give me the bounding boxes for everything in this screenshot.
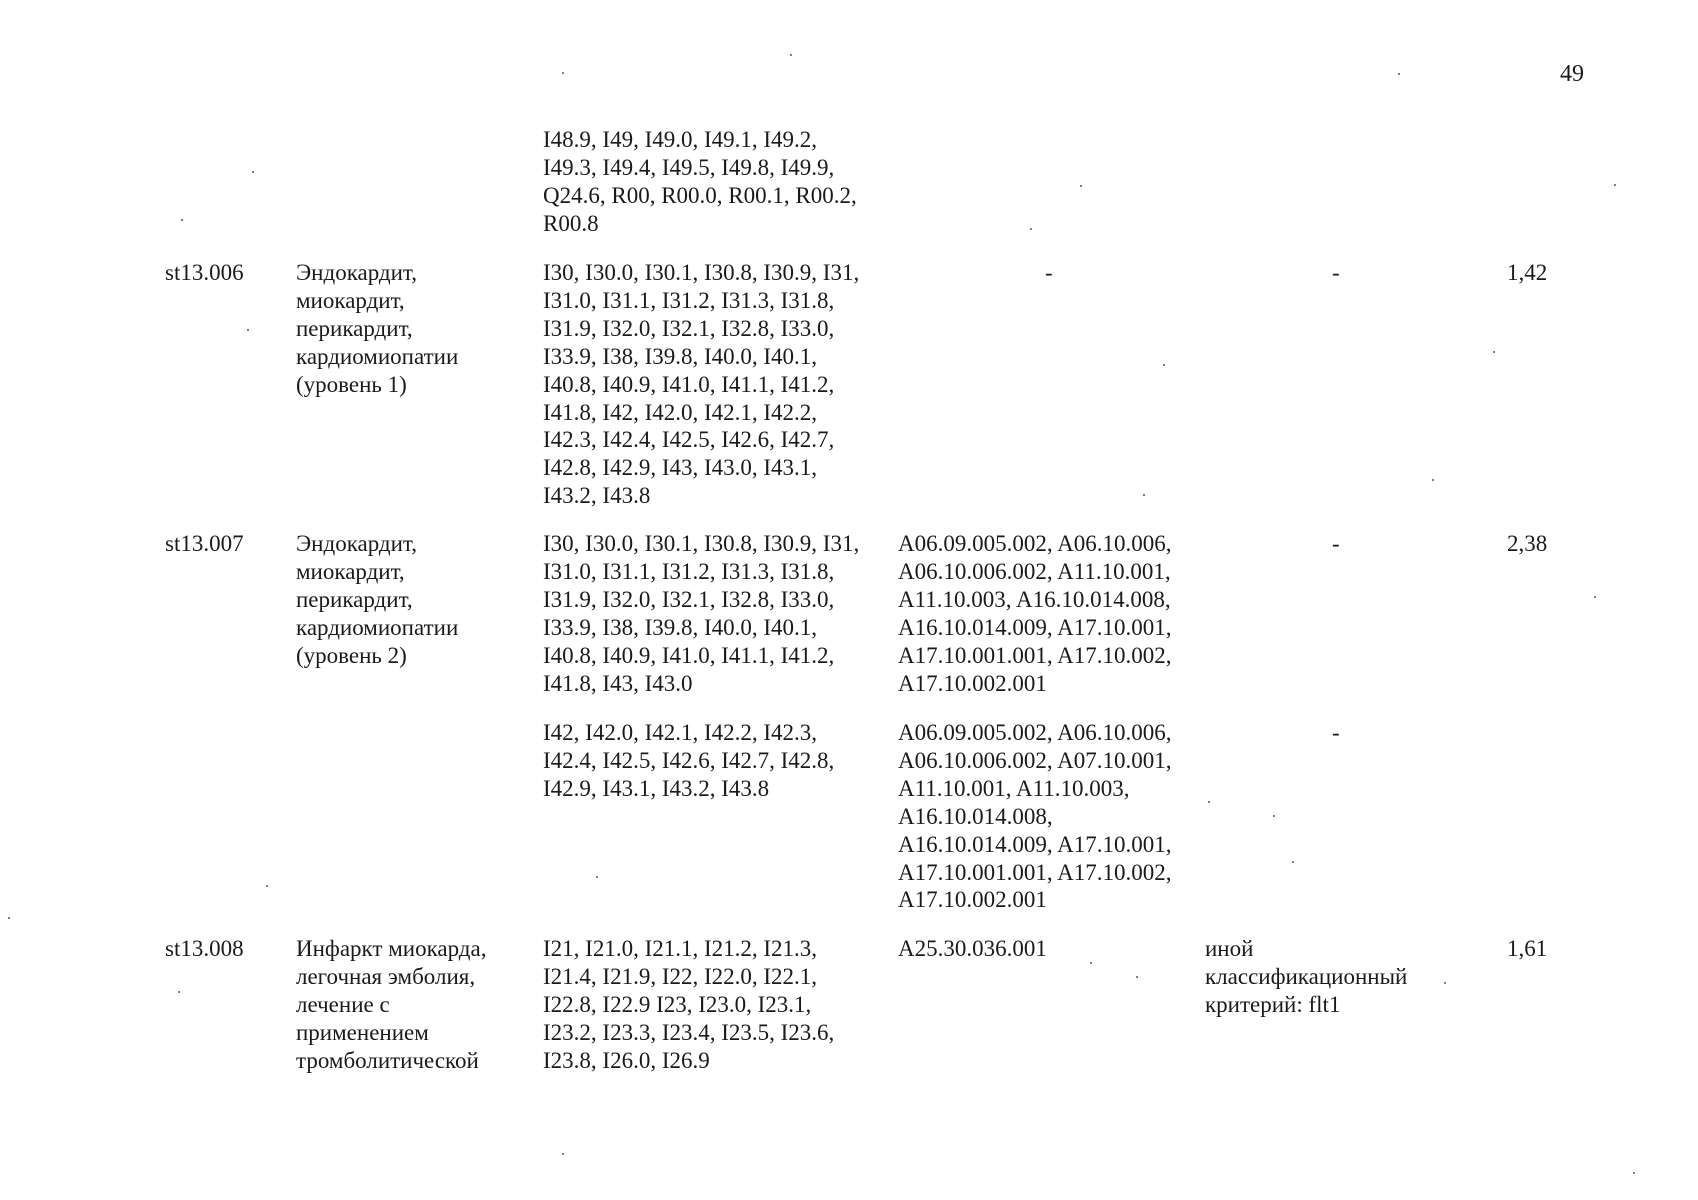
services-cell: A25.30.036.001 bbox=[898, 936, 1047, 961]
services-cell: A06.09.005.002, A06.10.006, A06.10.006.002, A11.10.001, A11.10.003, A16.10.014.008, A16.10.014.009, A17.10.001, A17.10.001.001, A17.10.002, A17.10.002.001 bbox=[898, 531, 1172, 696]
criteria-cell: - bbox=[1332, 720, 1340, 745]
coefficient-cell: 1,61 bbox=[1507, 936, 1548, 961]
name-cell: Эндокардит, миокардит, перикардит, кардиомиопатии (уровень 2) bbox=[296, 531, 459, 668]
coefficient-cell: 1,42 bbox=[1507, 260, 1548, 285]
diagnoses-cell: I30, I30.0, I30.1, I30.8, I30.9, I31, I31.0, I31.1, I31.2, I31.3, I31.8, I31.9, I32.0, I32.1, I32.8, I33.0, I33.9, I38, I39.8, I40.0, I40.1, I40.8, I40.9, I41.0, I41.1, I41.2, I41.8, I42, I42.0, I42.1, I42.2, I42.3, I42.4, I42.5, I42.6, I42.7, I42.8, I42.9, I43, I43.0, I43.1, I43.2, I43.8 bbox=[543, 260, 860, 509]
name-cell: Инфаркт миокарда, легочная эмболия, лечение с применением тромболитической bbox=[296, 936, 487, 1073]
services-cell: A06.09.005.002, A06.10.006, A06.10.006.002, A07.10.001, A11.10.001, A11.10.003, A16.10.014.008, A16.10.014.009, A17.10.001, A17.10.001.001, A17.10.002, A17.10.002.001 bbox=[898, 720, 1172, 913]
name-cell: Эндокардит, миокардит, перикардит, кардиомиопатии (уровень 1) bbox=[296, 260, 459, 397]
diagnoses-cell: I48.9, I49, I49.0, I49.1, I49.2, I49.3, I49.4, I49.5, I49.8, I49.9, Q24.6, R00, R00.0, R00.1, R00.2, R00.8 bbox=[543, 127, 857, 236]
criteria-cell: - bbox=[1332, 260, 1340, 285]
criteria-cell: иной классификационный критерий: flt1 bbox=[1205, 936, 1408, 1017]
diagnoses-cell: I21, I21.0, I21.1, I21.2, I21.3, I21.4, I21.9, I22, I22.0, I22.1, I22.8, I22.9 I23, I23.0, I23.1, I23.2, I23.3, I23.4, I23.5, I23.6, I23.8, I26.0, I26.9 bbox=[543, 936, 835, 1073]
diagnoses-cell: I42, I42.0, I42.1, I42.2, I42.3, I42.4, I42.5, I42.6, I42.7, I42.8, I42.9, I43.1, I43.2, I43.8 bbox=[543, 720, 835, 801]
diagnoses-cell: I30, I30.0, I30.1, I30.8, I30.9, I31, I31.0, I31.1, I31.2, I31.3, I31.8, I31.9, I32.0, I32.1, I32.8, I33.0, I33.9, I38, I39.8, I40.0, I40.1, I40.8, I40.9, I41.0, I41.1, I41.2, I41.8, I43, I43.0 bbox=[543, 531, 860, 696]
services-cell: - bbox=[1045, 260, 1053, 285]
coefficient-cell: 2,38 bbox=[1507, 531, 1548, 556]
code-cell: st13.008 bbox=[165, 936, 244, 961]
criteria-cell: - bbox=[1332, 531, 1340, 556]
code-cell: st13.007 bbox=[165, 531, 244, 556]
code-cell: st13.006 bbox=[165, 260, 244, 285]
page-number: 49 bbox=[1560, 61, 1584, 87]
